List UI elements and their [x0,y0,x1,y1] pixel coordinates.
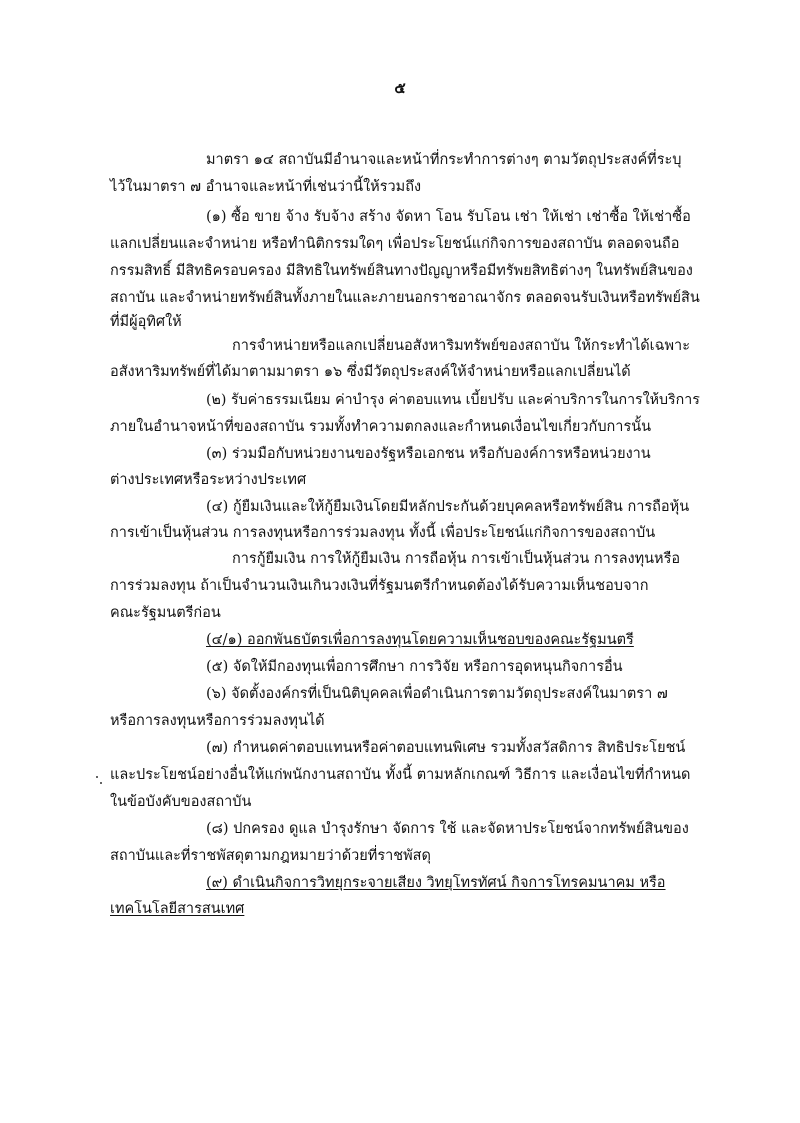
clause-4-para-2-line-2: การร่วมลงทุน ถ้าเป็นจำนวนเงินเกินวงเงินที่รัฐมนตรีกำหนดต้องได้รับความเห็นชอบจาก [110,578,649,594]
clause-1-para-2-line-2: อสังหาริมทรัพย์ที่ได้มาตามมาตรา ๑๖ ซึ่งมีวัตถุประสงค์ให้จำหน่ายหรือแลกเปลี่ยนได้ [110,364,631,380]
page-number: ๕ [394,79,406,97]
clause-7-line-1: (๗) กำหนดค่าตอบแทนหรือค่าตอบแทนพิเศษ รวมทั้งสวัสดิการ สิทธิประโยชน์ [206,740,686,756]
clause-1-line-4: สถาบัน และจำหน่ายทรัพย์สินทั้งภายในและภายนอกราชอาณาจักร ตลอดจนรับเงินหรือทรัพย์สิน [110,290,700,306]
scan-artifact [96,776,98,778]
clause-7-line-3: ในข้อบังคับของสถาบัน [110,794,252,810]
section-14-heading: มาตรา ๑๔ สถาบันมีอำนาจและหน้าที่กระทำการต่างๆ ตามวัตถุประสงค์ที่ระบุ [206,152,682,168]
clause-8-line-1: (๘) ปกครอง ดูแล บำรุงรักษา จัดการ ใช้ และจัดหาประโยชน์จากทรัพย์สินของ [206,821,689,837]
clause-2-line-2: ภายในอำนาจหน้าที่ของสถาบัน รวมทั้งทำความตกลงและกำหนดเงื่อนไขเกี่ยวกับการนั้น [110,419,652,435]
clause-1-line-5: ที่มีผู้อุทิศให้ [110,314,182,330]
clause-8-line-2: สถาบันและที่ราชพัสดุตามกฎหมายว่าด้วยที่ราชพัสดุ [110,848,431,864]
clause-1-line-2: แลกเปลี่ยนและจำหน่าย หรือทำนิติกรรมใดๆ เพื่อประโยชน์แก่กิจการของสถาบัน ตลอดจนถือ [110,236,680,252]
clause-3-line-1: (๓) ร่วมมือกับหน่วยงานของรัฐหรือเอกชน หรือกับองค์การหรือหน่วยงาน [206,446,651,462]
section-14-intro: ไว้ในมาตรา ๗ อำนาจและหน้าที่เช่นว่านี้ให้รวมถึง [110,179,422,195]
clause-4-para-2-line-1: การกู้ยืมเงิน การให้กู้ยืมเงิน การถือหุ้น การเข้าเป็นหุ้นส่วน การลงทุนหรือ [232,551,681,567]
clause-2-line-1: (๒) รับค่าธรรมเนียม ค่าบำรุง ค่าตอบแทน เบี้ยปรับ และค่าบริการในการให้บริการ [206,392,700,408]
clause-4-line-1: (๔) กู้ยืมเงินและให้กู้ยืมเงินโดยมีหลักประกันด้วยบุคคลหรือทรัพย์สิน การถือหุ้น [206,499,690,515]
scan-artifact [100,782,102,784]
clause-1-line-1: (๑) ซื้อ ขาย จ้าง รับจ้าง สร้าง จัดหา โอน รับโอน เช่า ให้เช่า เช่าซื้อ ให้เช่าซื้อ [206,209,691,225]
clause-6-line-1: (๖) จัดตั้งองค์กรที่เป็นนิติบุคคลเพื่อดำเนินการตามวัตถุประสงค์ในมาตรา ๗ [206,686,668,702]
clause-1-line-3: กรรมสิทธิ์ มีสิทธิครอบครอง มีสิทธิในทรัพย์สินทางปัญญาหรือมีทรัพยสิทธิต่างๆ ในทรัพย์สินของ [110,263,693,279]
clause-1-para-2-line-1: การจำหน่ายหรือแลกเปลี่ยนอสังหาริมทรัพย์ของสถาบัน ให้กระทำได้เฉพาะ [232,338,690,354]
clause-4-1-amendment: (๔/๑) ออกพันธบัตรเพื่อการลงทุนโดยความเห็นชอบของคณะรัฐมนตรี [206,632,634,648]
clause-3-line-2: ต่างประเทศหรือระหว่างประเทศ [110,472,307,488]
clause-7-line-2: และประโยชน์อย่างอื่นให้แก่พนักงานสถาบัน ทั้งนี้ ตามหลักเกณฑ์ วิธีการ และเงื่อนไขที่กำหนด [110,767,691,783]
clause-9-line-1: (๙) ดำเนินกิจการวิทยุกระจายเสียง วิทยุโทรทัศน์ กิจการโทรคมนาคม หรือ [206,875,666,891]
clause-4-line-2: การเข้าเป็นหุ้นส่วน การลงทุนหรือการร่วมลงทุน ทั้งนี้ เพื่อประโยชน์แก่กิจการของสถาบัน [110,525,656,541]
clause-9-line-2: เทคโนโลยีสารสนเทศ [110,901,245,917]
clause-4-para-2-line-3: คณะรัฐมนตรีก่อน [110,605,221,621]
clause-5-line-1: (๕) จัดให้มีกองทุนเพื่อการศึกษา การวิจัย หรือการอุดหนุนกิจการอื่น [206,659,623,675]
clause-6-line-2: หรือการลงทุนหรือการร่วมลงทุนได้ [110,713,325,729]
